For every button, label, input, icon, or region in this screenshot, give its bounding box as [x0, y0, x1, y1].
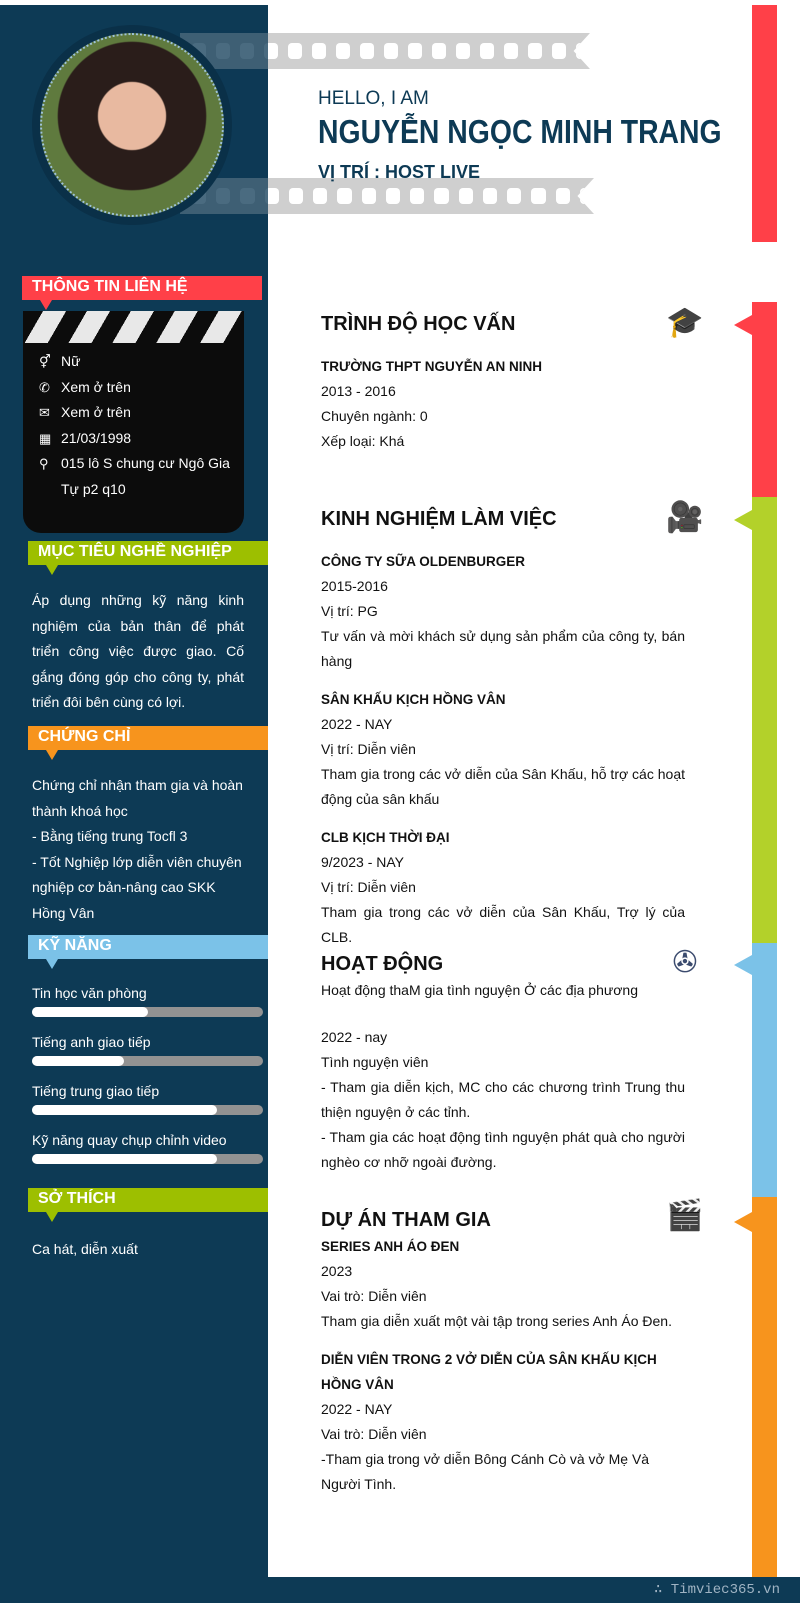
movie-camera-icon: 🎥: [666, 501, 704, 534]
section-header-skills: KỸ NĂNG: [28, 935, 268, 959]
contact-gender: ⚥ Nữ: [23, 349, 244, 375]
contact-card: [23, 311, 244, 533]
skill-item: Kỹ năng quay chụp chỉnh video: [32, 1132, 263, 1164]
avatar: [32, 25, 232, 225]
film-reel-icon: ✇: [672, 946, 698, 979]
contact-address: ⚲ 015 lô S chung cư Ngô Gia Tự p2 q10: [23, 451, 244, 502]
activity-line: - Tham gia diễn kịch, MC cho các chương trình Trung thu thiện nguyện ở các tỉnh.: [321, 1079, 685, 1120]
skill-bar: [32, 1105, 263, 1115]
section-title: KINH NGHIỆM LÀM VIỆC: [321, 508, 557, 530]
section-header-hobbies: SỞ THÍCH: [28, 1188, 268, 1212]
project-item: DIỄN VIÊN TRONG 2 VỞ DIỄN CỦA SÂN KHẤU KỊCH HỒNG VÂN 2022 - NAY Vai trò: Diễn viên -Tham gia trong vở diễn Bông Cánh Cò và vở Mẹ Và Người Tình.: [321, 1352, 657, 1492]
section-title: TRÌNH ĐỘ HỌC VẤN: [321, 313, 516, 335]
arrow-marker: [734, 315, 752, 335]
accent-strip-activities: [752, 943, 777, 1197]
section-header-certificates: CHỨNG CHỈ: [28, 726, 268, 750]
contact-phone: ✆ Xem ở trên: [23, 375, 244, 401]
skill-bar-fill: [32, 1007, 148, 1017]
arrow-marker: [734, 955, 752, 975]
skill-item: Tin học văn phòng: [32, 985, 263, 1017]
accent-strip-header: [752, 5, 777, 242]
greeting: HELLO, I AM: [318, 88, 429, 109]
skill-bar: [32, 1154, 263, 1164]
role: Tình nguyện viên: [321, 1054, 429, 1070]
arrow-marker: [734, 1212, 752, 1232]
watermark: ∴ Timviec365.vn: [268, 1577, 800, 1603]
skill-item: Tiếng trung giao tiếp: [32, 1083, 263, 1115]
full-name: NGUYỄN NGỌC MINH TRANG: [318, 113, 722, 150]
certificates-list: [32, 773, 244, 926]
accent-strip-projects: [752, 1197, 777, 1577]
period: 2022 - nay: [321, 1029, 388, 1045]
section-header-contact: THÔNG TIN LIÊN HỆ: [22, 276, 262, 300]
projects-section: [321, 1206, 685, 1497]
experience-item: CLB KỊCH THỜI ĐẠI 9/2023 - NAY Vị trí: Diễn viên Tham gia trong các vở diễn của Sân Khấu, Trợ lý của CLB.: [321, 830, 685, 945]
accent-strip-education: [752, 302, 777, 497]
map-pin-icon: ⚲: [39, 456, 49, 471]
email-icon: ✉: [39, 405, 50, 420]
major: Chuyên ngành: 0: [321, 408, 428, 424]
section-title: HOẠT ĐỘNG: [321, 953, 444, 975]
clapperboard-icon: 🎬: [666, 1199, 704, 1232]
skill-bar-fill: [32, 1154, 217, 1164]
arrow-marker: [734, 510, 752, 530]
experience-section: [321, 505, 685, 950]
job-position: VỊ TRÍ : HOST LIVE: [318, 162, 481, 182]
activity-line: - Tham gia các hoạt động tình nguyện phát quà cho người nghèo cơ nhỡ ngoài đường.: [321, 1129, 685, 1170]
objective-text: Áp dụng những kỹ năng kinh nghiệm của bản thân để phát triển công việc được giao. Cố gắng đóng góp cho công ty, phát triển đôi bên cùng có lợi.: [32, 592, 244, 710]
section-title: DỰ ÁN THAM GIA: [321, 1209, 491, 1231]
activities-intro: Hoạt động thaM gia tình nguyện Ở các địa phương: [321, 982, 638, 998]
skill-bar: [32, 1056, 263, 1066]
hobbies-text: Ca hát, diễn xuất: [32, 1241, 138, 1257]
graduation-cap-icon: 🎓: [666, 306, 704, 339]
gender-icon: ⚥: [39, 354, 51, 369]
project-item: SERIES ANH ÁO ĐEN 2023 Vai trò: Diễn viên Tham gia diễn xuất một vài tập trong series Anh Áo Đen.: [321, 1239, 672, 1329]
section-header-objective: MỤC TIÊU NGHỀ NGHIỆP: [28, 541, 268, 565]
phone-icon: ✆: [39, 379, 50, 395]
experience-item: CÔNG TY SỮA OLDENBURGER 2015-2016 Vị trí: PG Tư vấn và mời khách sử dụng sản phẩm của công ty, bán hàng: [321, 554, 685, 669]
accent-strip-experience: [752, 497, 777, 943]
certificate-line: Chứng chỉ nhận tham gia và hoàn thành khoá học: [32, 777, 243, 819]
skill-bar-fill: [32, 1105, 217, 1115]
skill-item: Tiếng anh giao tiếp: [32, 1034, 263, 1066]
contact-birthday: ▦ 21/03/1998: [23, 426, 244, 452]
period: 2013 - 2016: [321, 383, 396, 399]
calendar-icon: ▦: [39, 430, 52, 446]
certificate-line: - Tốt Nghiệp lớp diễn viên chuyên nghiệp cơ bản-nâng cao SKK Hồng Vân: [32, 853, 242, 921]
experience-item: SÂN KHẤU KỊCH HỒNG VÂN 2022 - NAY Vị trí: Diễn viên Tham gia trong các vở diễn của Sân Khấu, hỗ trợ các hoạt động của sân khấu: [321, 692, 685, 807]
skill-bar-fill: [32, 1056, 124, 1066]
skill-bar: [32, 1007, 263, 1017]
grade: Xếp loại: Khá: [321, 433, 405, 449]
education-section: [321, 310, 685, 454]
contact-email: ✉ Xem ở trên: [23, 400, 244, 426]
certificate-line: - Bằng tiếng trung Tocfl 3: [32, 828, 188, 844]
school-name: TRƯỜNG THPT NGUYỄN AN NINH: [321, 359, 542, 374]
activities-section: [321, 950, 685, 1175]
